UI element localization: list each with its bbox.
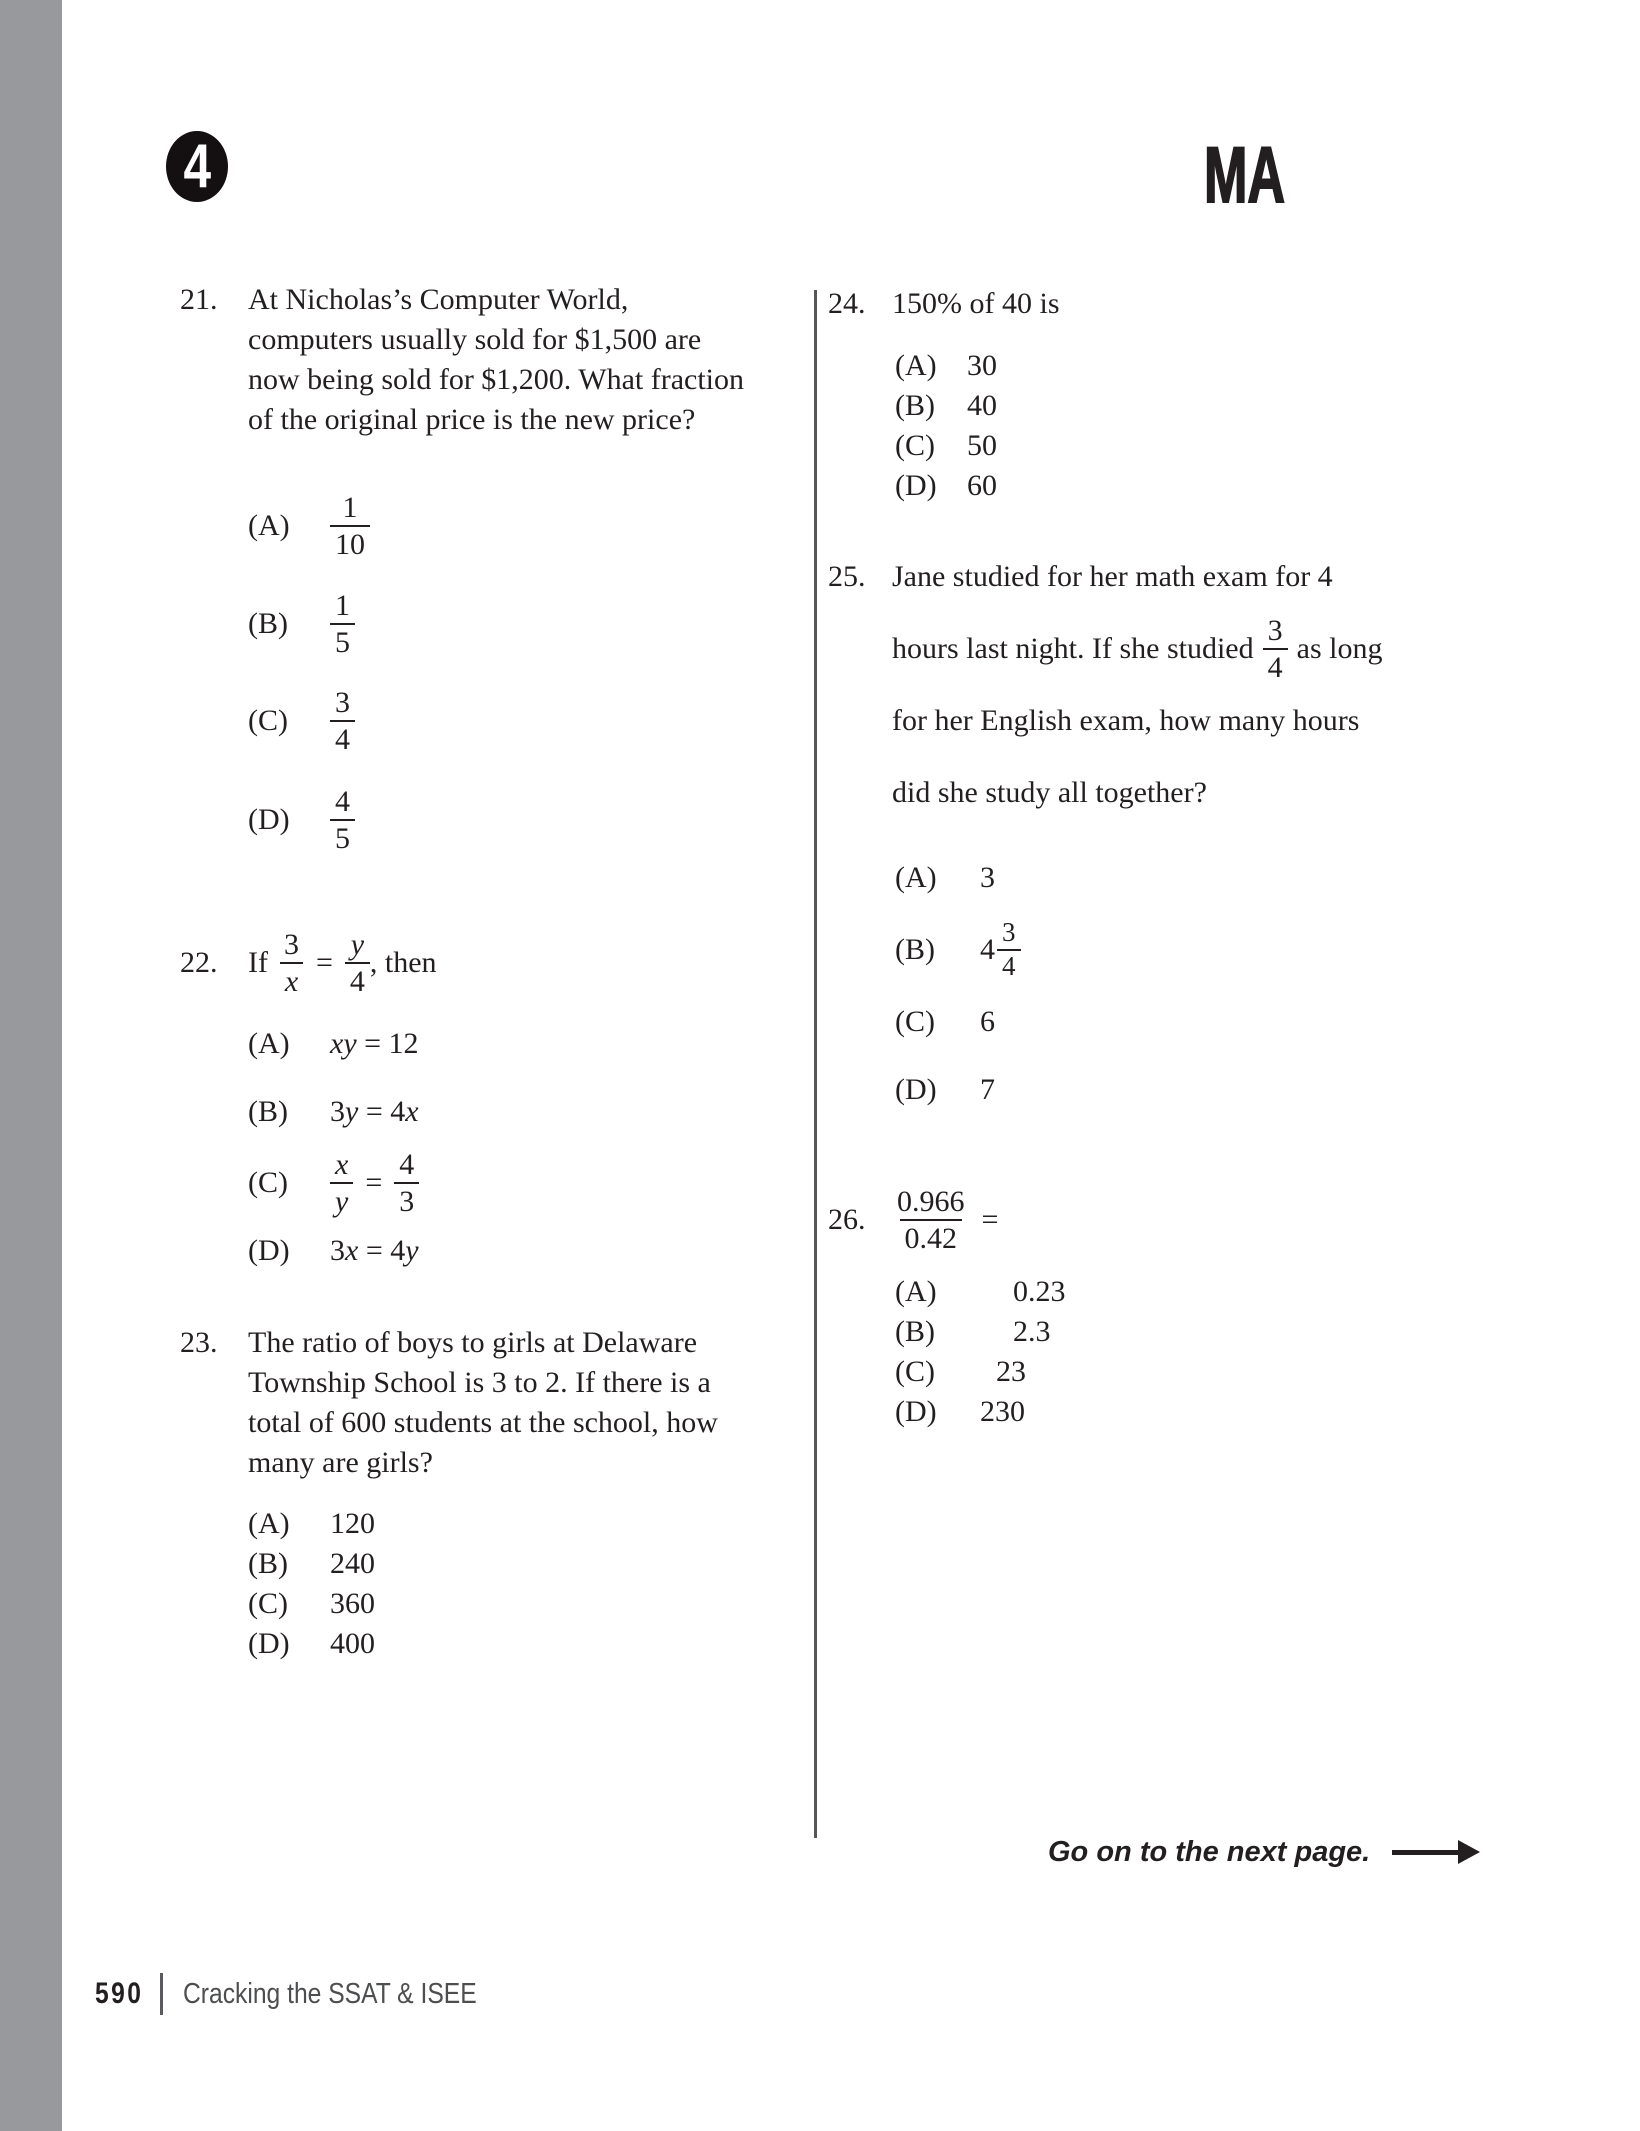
- stem-line: computers usually sold for $1,500 are: [248, 323, 702, 356]
- question-26-stem: 26. $\frac{0.966}{0.42}$ =: [828, 1185, 999, 1255]
- fraction: $\frac{4}{3}$: [394, 1147, 419, 1219]
- q26-option-d: (D) 230: [895, 1395, 1025, 1428]
- option-label: (D): [248, 803, 290, 836]
- q25-option-a: (A) 3: [895, 861, 995, 894]
- question-22-stem: 22. If $\frac{3}{x}$ = $\frac{y}{4}$ , then: [180, 928, 437, 998]
- go-on-instruction: [1048, 1833, 1480, 1871]
- fraction: $\frac{1}{5}$: [330, 588, 355, 660]
- section-number: 4: [183, 131, 211, 201]
- option-label: (D): [895, 469, 937, 502]
- option-label: (A): [895, 1275, 937, 1308]
- option-label: (A): [248, 1507, 290, 1540]
- stem-line: many are girls?: [248, 1446, 433, 1479]
- mixed-number-whole: 4: [980, 933, 995, 966]
- q22-option-b: (B) 3y = 4x: [248, 1095, 419, 1128]
- question-23-stem: [180, 1323, 718, 1483]
- option-label: (C): [248, 1166, 288, 1199]
- option-label: (A): [248, 1027, 290, 1060]
- q24-option-b: (B) 40: [895, 389, 997, 422]
- option-label: (B): [895, 389, 935, 422]
- left-gray-bar: [0, 0, 62, 2131]
- fraction: $\frac{y}{4}$: [345, 927, 370, 999]
- right-arrow-head-icon: [1458, 1840, 1480, 1864]
- q26-option-c: (C) 23: [895, 1355, 1026, 1388]
- option-label: (D): [895, 1073, 937, 1106]
- q21-option-a: [248, 481, 370, 571]
- fraction: $\frac{3}{4}$: [997, 917, 1021, 982]
- fraction: $\frac{x}{y}$: [330, 1147, 353, 1219]
- q23-option-a: (A) 120: [248, 1507, 375, 1540]
- stem-line: 25. Jane studied for her math exam for 4: [828, 541, 1382, 613]
- q24-option-d: (D) 60: [895, 469, 997, 502]
- page-number: 590: [95, 1977, 144, 2010]
- q22-option-a: (A) xy = 12: [248, 1027, 419, 1060]
- option-label: (B): [895, 1315, 935, 1348]
- stem-line: 21. At Nicholas’s Computer World,: [180, 280, 744, 320]
- go-on-text: Go on to the next page.: [1048, 1835, 1371, 1868]
- q23-option-c: (C) 360: [248, 1587, 375, 1620]
- fraction: $\frac{0.966}{0.42}$: [897, 1185, 965, 1255]
- option-label: (C): [248, 704, 288, 737]
- question-25-number: 25.: [828, 560, 866, 593]
- stem-line: Township School is 3 to 2. If there is a: [248, 1366, 711, 1399]
- stem-line: hours last night. If she studied $\frac{3}{4}$ as long: [892, 614, 1383, 684]
- option-label: (B): [248, 1095, 288, 1128]
- column-divider: [814, 290, 817, 1838]
- question-24-number: 24.: [828, 287, 866, 320]
- q23-option-d: (D) 400: [248, 1627, 375, 1660]
- fraction: $\frac{3}{x}$: [279, 927, 304, 999]
- option-label: (B): [895, 933, 935, 966]
- stem-line: 23. The ratio of boys to girls at Delaware: [180, 1323, 718, 1363]
- q26-option-a: (A) 0.23: [895, 1275, 1066, 1308]
- right-arrow-icon: [1392, 1850, 1458, 1855]
- option-label: (B): [248, 1547, 288, 1580]
- fraction: $\frac{1}{10}$: [330, 490, 370, 562]
- option-label: (C): [895, 1005, 935, 1038]
- option-label: (C): [248, 1587, 288, 1620]
- stem-line: of the original price is the new price?: [248, 403, 696, 436]
- q21-option-b: [248, 579, 355, 669]
- q25-option-c: (C) 6: [895, 1005, 995, 1038]
- q21-option-c: [248, 676, 355, 766]
- option-label: (D): [248, 1234, 290, 1267]
- question-22-number: 22.: [180, 946, 218, 979]
- fraction: $\frac{3}{4}$: [1263, 613, 1288, 685]
- q24-option-a: (A) 30: [895, 349, 997, 382]
- stem-line: total of 600 students at the school, how: [248, 1406, 718, 1439]
- question-24-stem: 24. 150% of 40 is: [828, 287, 1060, 320]
- question-26-number: 26.: [828, 1203, 866, 1236]
- stem-line: did she study all together?: [892, 776, 1207, 809]
- question-23-number: 23.: [180, 1326, 218, 1359]
- q22-option-d: (D) 3x = 4y: [248, 1234, 419, 1267]
- q21-option-d: [248, 775, 355, 865]
- book-title: Cracking the SSAT & ISEE: [183, 1977, 477, 2010]
- footer-rule: [160, 1973, 163, 2015]
- q24-option-c: (C) 50: [895, 429, 997, 462]
- q22-option-c: (C) $\frac{x}{y}$ = $\frac{4}{3}$: [248, 1143, 419, 1223]
- fraction: $\frac{4}{5}$: [330, 784, 355, 856]
- option-label: (D): [895, 1395, 937, 1428]
- q26-option-b: (B) 2.3: [895, 1315, 1051, 1348]
- option-label: (B): [248, 607, 288, 640]
- fraction: $\frac{3}{4}$: [330, 685, 355, 757]
- option-label: (A): [895, 349, 937, 382]
- stem-line: now being sold for $1,200. What fraction: [248, 363, 745, 396]
- q23-option-b: (B) 240: [248, 1547, 375, 1580]
- question-21-number: 21.: [180, 283, 218, 316]
- question-25-stem: [828, 541, 1382, 829]
- page-footer: [95, 1971, 529, 2017]
- section-number-badge: [166, 131, 228, 202]
- section-code: MA: [1204, 130, 1286, 219]
- option-label: (A): [895, 861, 937, 894]
- option-label: (A): [248, 509, 290, 542]
- stem-line: for her English exam, how many hours: [892, 704, 1360, 737]
- option-label: (C): [895, 1355, 935, 1388]
- q25-option-b: [895, 918, 1021, 982]
- q25-option-d: (D) 7: [895, 1073, 995, 1106]
- question-21-stem: [180, 280, 744, 440]
- option-label: (D): [248, 1627, 290, 1660]
- option-label: (C): [895, 429, 935, 462]
